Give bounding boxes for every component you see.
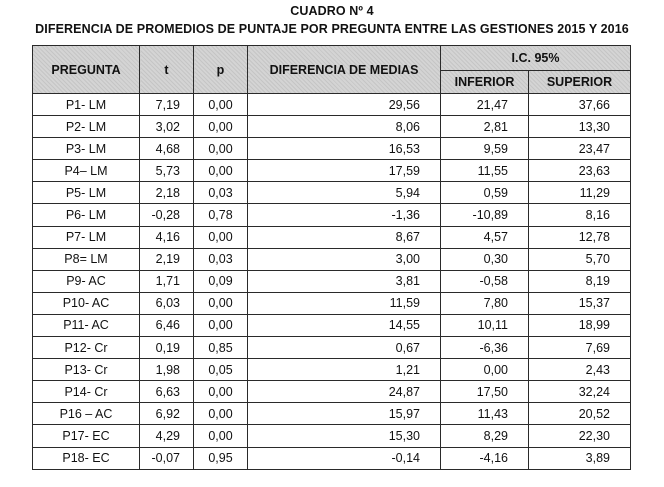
cell-superior: 8,16: [529, 204, 631, 226]
cell-inferior: 2,81: [441, 116, 529, 138]
cell-diferencia: 11,59: [248, 292, 441, 314]
table-body: [33, 94, 631, 470]
cell-superior: 12,78: [529, 226, 631, 248]
cell-t: 7,19: [140, 94, 194, 116]
cell-t: 1,71: [140, 270, 194, 292]
cell-superior: 3,89: [529, 447, 631, 469]
cell-pregunta: P2- LM: [33, 116, 140, 138]
table-title: DIFERENCIA DE PROMEDIOS DE PUNTAJE POR PREGUNTA ENTRE LAS GESTIONES 2015 Y 2016: [35, 22, 629, 36]
cell-superior: 18,99: [529, 314, 631, 336]
cell-pregunta: P7- LM: [33, 226, 140, 248]
header-pregunta: PREGUNTA: [33, 46, 140, 94]
cell-pregunta: P13- Cr: [33, 359, 140, 381]
cell-superior: 13,30: [529, 116, 631, 138]
cell-inferior: 0,59: [441, 182, 529, 204]
cell-t: 6,63: [140, 381, 194, 403]
header-t: t: [140, 46, 194, 94]
cell-diferencia: 8,67: [248, 226, 441, 248]
cell-inferior: 4,57: [441, 226, 529, 248]
cell-diferencia: 14,55: [248, 314, 441, 336]
cell-t: 4,16: [140, 226, 194, 248]
cell-t: 5,73: [140, 160, 194, 182]
cell-inferior: -6,36: [441, 337, 529, 359]
cell-p: 0,00: [194, 138, 248, 160]
cell-p: 0,00: [194, 381, 248, 403]
table-row: [33, 359, 631, 381]
cell-inferior: 9,59: [441, 138, 529, 160]
cell-p: 0,00: [194, 314, 248, 336]
header-p: p: [194, 46, 248, 94]
table-row: [33, 447, 631, 469]
cell-t: 0,19: [140, 337, 194, 359]
cell-t: 6,92: [140, 403, 194, 425]
table-row: [33, 204, 631, 226]
cell-diferencia: 1,21: [248, 359, 441, 381]
cell-superior: 20,52: [529, 403, 631, 425]
header-diferencia: DIFERENCIA DE MEDIAS: [248, 46, 441, 94]
cell-pregunta: P4– LM: [33, 160, 140, 182]
table-row: [33, 182, 631, 204]
cell-diferencia: 3,81: [248, 270, 441, 292]
cell-t: 1,98: [140, 359, 194, 381]
table-row: [33, 314, 631, 336]
cell-p: 0,03: [194, 248, 248, 270]
cell-diferencia: -0,14: [248, 447, 441, 469]
cell-pregunta: P17- EC: [33, 425, 140, 447]
cell-pregunta: P14- Cr: [33, 381, 140, 403]
cell-superior: 32,24: [529, 381, 631, 403]
cell-pregunta: P11- AC: [33, 314, 140, 336]
cell-t: -0,28: [140, 204, 194, 226]
cell-inferior: -0,58: [441, 270, 529, 292]
cell-pregunta: P18- EC: [33, 447, 140, 469]
table-row: [33, 116, 631, 138]
cell-diferencia: 5,94: [248, 182, 441, 204]
cell-diferencia: 24,87: [248, 381, 441, 403]
cell-p: 0,00: [194, 116, 248, 138]
cell-t: 4,29: [140, 425, 194, 447]
cell-diferencia: 29,56: [248, 94, 441, 116]
cell-p: 0,03: [194, 182, 248, 204]
cell-superior: 11,29: [529, 182, 631, 204]
header-inferior: INFERIOR: [441, 71, 529, 94]
cell-superior: 23,47: [529, 138, 631, 160]
cell-inferior: 8,29: [441, 425, 529, 447]
cell-pregunta: P3- LM: [33, 138, 140, 160]
cell-t: 6,46: [140, 314, 194, 336]
cell-t: 6,03: [140, 292, 194, 314]
cell-p: 0,00: [194, 226, 248, 248]
cell-inferior: 11,55: [441, 160, 529, 182]
cell-t: 2,19: [140, 248, 194, 270]
cell-inferior: -10,89: [441, 204, 529, 226]
table-row: [33, 270, 631, 292]
cell-p: 0,09: [194, 270, 248, 292]
cell-inferior: 7,80: [441, 292, 529, 314]
cell-diferencia: 0,67: [248, 337, 441, 359]
header-superior: SUPERIOR: [529, 71, 631, 94]
cell-t: 3,02: [140, 116, 194, 138]
cell-t: -0,07: [140, 447, 194, 469]
cell-t: 2,18: [140, 182, 194, 204]
cell-inferior: 10,11: [441, 314, 529, 336]
cell-pregunta: P6- LM: [33, 204, 140, 226]
cell-diferencia: 3,00: [248, 248, 441, 270]
table-row: [33, 226, 631, 248]
table-row: [33, 138, 631, 160]
cell-diferencia: 17,59: [248, 160, 441, 182]
table-row: [33, 425, 631, 447]
cell-superior: 22,30: [529, 425, 631, 447]
cell-diferencia: 16,53: [248, 138, 441, 160]
table-row: [33, 381, 631, 403]
cell-superior: 2,43: [529, 359, 631, 381]
cell-p: 0,78: [194, 204, 248, 226]
cell-p: 0,00: [194, 425, 248, 447]
cell-p: 0,00: [194, 292, 248, 314]
table-row: [33, 160, 631, 182]
cell-inferior: 0,30: [441, 248, 529, 270]
cell-pregunta: P8= LM: [33, 248, 140, 270]
cell-pregunta: P16 – AC: [33, 403, 140, 425]
cell-superior: 8,19: [529, 270, 631, 292]
cell-pregunta: P9- AC: [33, 270, 140, 292]
cell-superior: 37,66: [529, 94, 631, 116]
cell-superior: 5,70: [529, 248, 631, 270]
cell-pregunta: P5- LM: [33, 182, 140, 204]
cell-inferior: 0,00: [441, 359, 529, 381]
cell-pregunta: P10- AC: [33, 292, 140, 314]
cell-t: 4,68: [140, 138, 194, 160]
table-row: [33, 94, 631, 116]
cell-inferior: -4,16: [441, 447, 529, 469]
table-number: CUADRO Nº 4: [290, 4, 374, 18]
cell-superior: 7,69: [529, 337, 631, 359]
header-ic: I.C. 95%: [441, 46, 631, 71]
results-table: [32, 45, 631, 470]
cell-p: 0,85: [194, 337, 248, 359]
cell-superior: 15,37: [529, 292, 631, 314]
cell-p: 0,00: [194, 94, 248, 116]
cell-pregunta: P12- Cr: [33, 337, 140, 359]
table-row: [33, 337, 631, 359]
cell-diferencia: 15,97: [248, 403, 441, 425]
cell-diferencia: 8,06: [248, 116, 441, 138]
cell-superior: 23,63: [529, 160, 631, 182]
table-row: [33, 248, 631, 270]
cell-pregunta: P1- LM: [33, 94, 140, 116]
cell-inferior: 21,47: [441, 94, 529, 116]
cell-diferencia: 15,30: [248, 425, 441, 447]
cell-inferior: 11,43: [441, 403, 529, 425]
cell-p: 0,00: [194, 160, 248, 182]
cell-p: 0,05: [194, 359, 248, 381]
table-row: [33, 292, 631, 314]
cell-p: 0,95: [194, 447, 248, 469]
cell-diferencia: -1,36: [248, 204, 441, 226]
table-row: [33, 403, 631, 425]
cell-p: 0,00: [194, 403, 248, 425]
cell-inferior: 17,50: [441, 381, 529, 403]
